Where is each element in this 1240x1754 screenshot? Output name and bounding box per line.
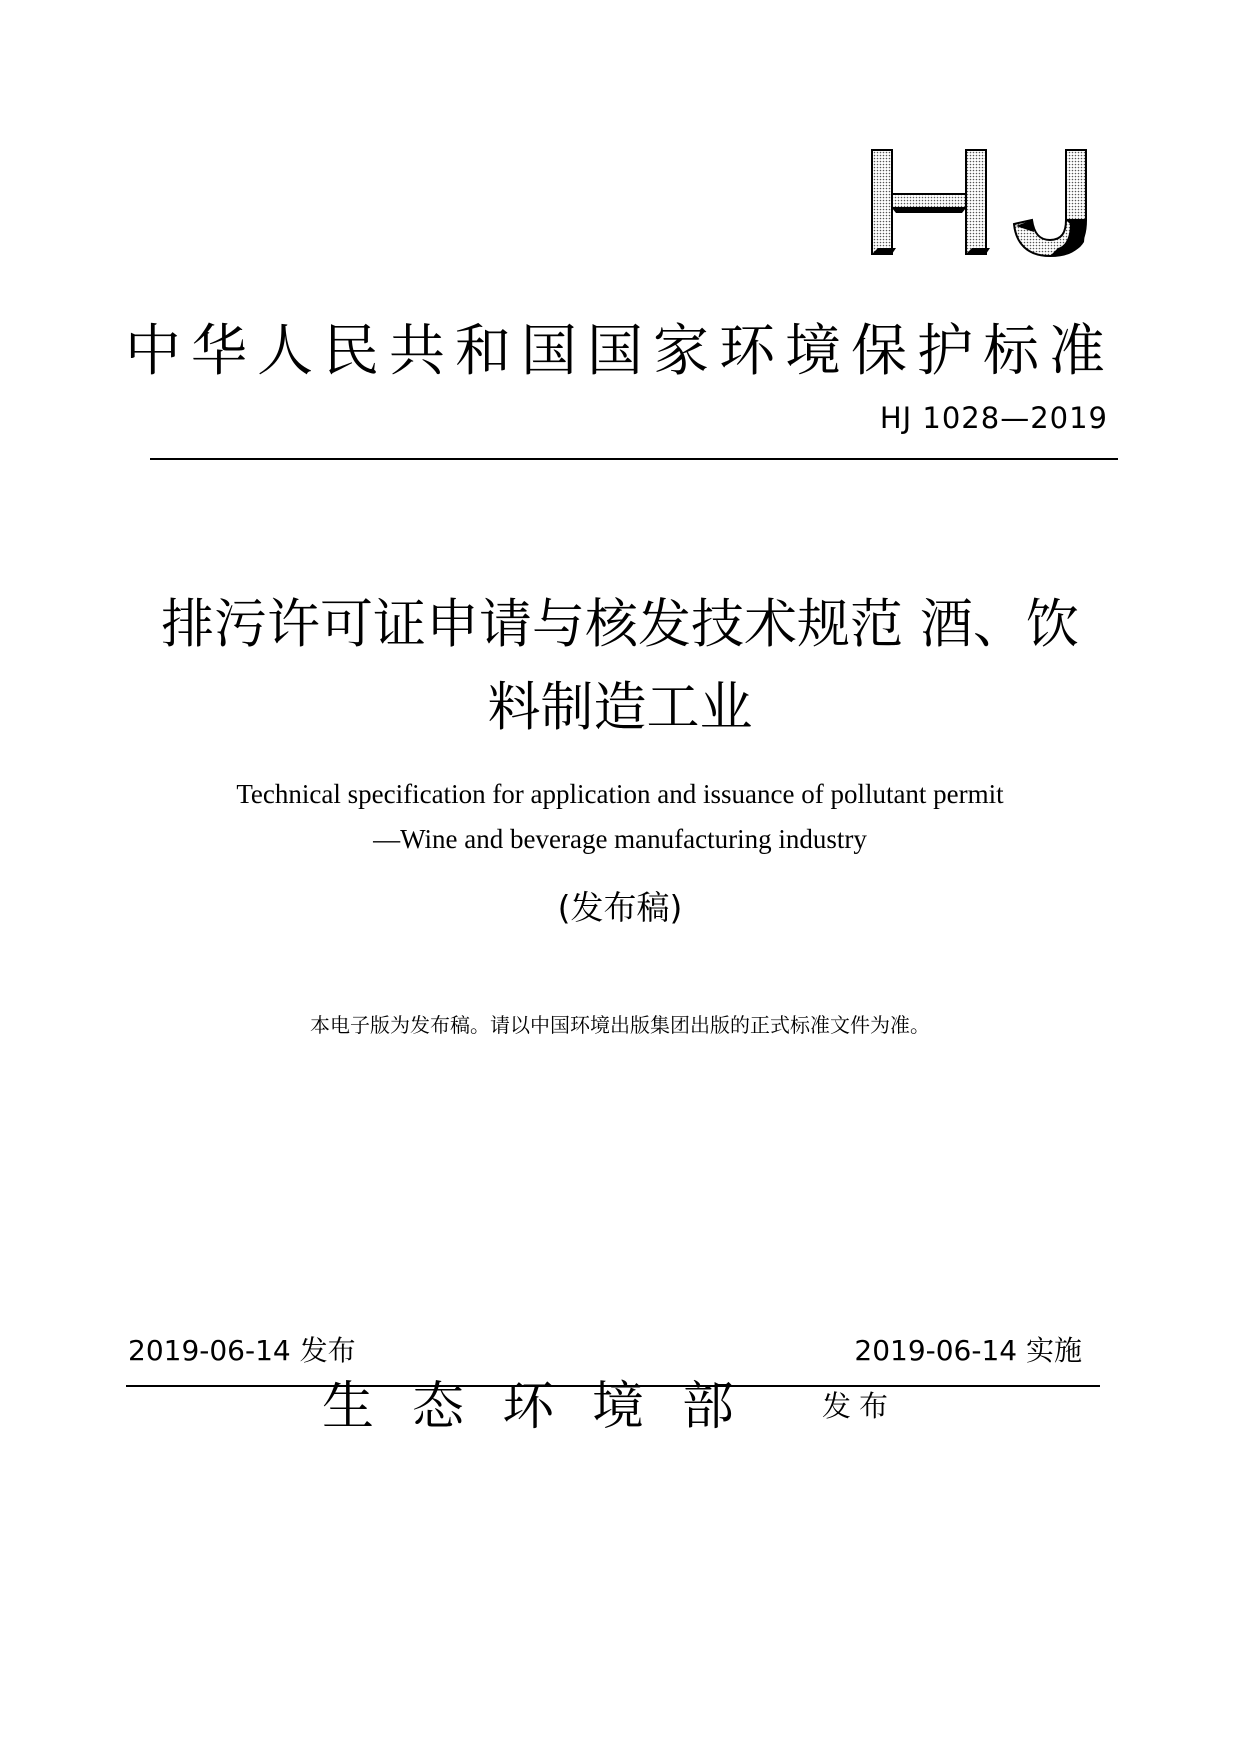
issuing-ministry: 生态环境部 — [322, 1377, 773, 1437]
chinese-title — [120, 583, 1120, 749]
logo-letter-h — [872, 150, 990, 254]
hj-logo — [870, 148, 1090, 258]
logo-letter-j — [1014, 150, 1086, 256]
english-title — [120, 772, 1120, 862]
chinese-title-line-2: 料制造工业 — [487, 677, 753, 738]
electronic-version-notice: 本电子版为发布稿。请以中国环境出版集团出版的正式标准文件为准。 — [310, 1013, 930, 1037]
english-title-line-2: —Wine and beverage manufacturing industry — [373, 824, 867, 854]
effective-date: 2019-06-14 实施 — [854, 1334, 1082, 1367]
national-standard-heading: 中华人民共和国国家环境保护标准 — [125, 319, 1115, 384]
issue-date: 2019-06-14 发布 — [128, 1334, 356, 1367]
standard-number: HJ 1028—2019 — [879, 401, 1108, 435]
english-title-line-1: Technical specification for application and issuance of pollutant permit — [236, 779, 1004, 809]
issuing-action: 发布 — [822, 1389, 897, 1423]
chinese-title-line-1: 排污许可证申请与核发技术规范 酒、饮 — [161, 594, 1079, 655]
header-divider — [150, 458, 1118, 460]
draft-mark: (发布稿) — [557, 888, 683, 927]
